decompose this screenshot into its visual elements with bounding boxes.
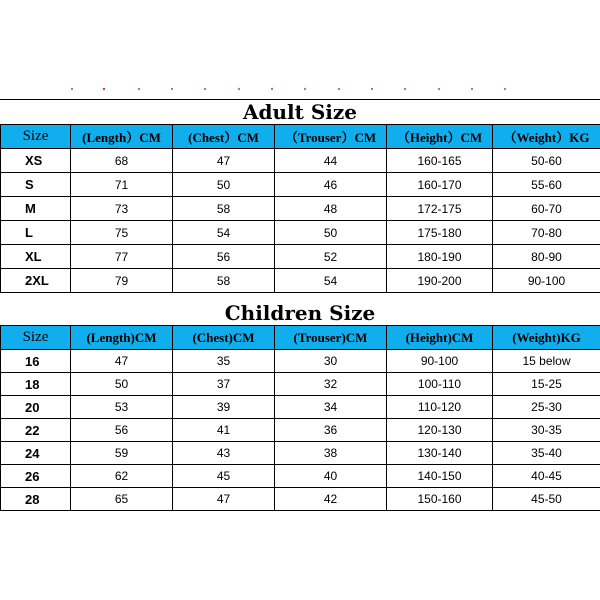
size-cell: 20 [1, 396, 71, 419]
trouser-cell: 40 [275, 465, 387, 488]
size-cell: M [1, 197, 71, 221]
trouser-cell: 52 [275, 245, 387, 269]
weight-cell: 30-35 [493, 419, 600, 442]
height-cell: 172-175 [387, 197, 493, 221]
chest-cell: 56 [173, 245, 275, 269]
height-cell: 130-140 [387, 442, 493, 465]
length-cell: 68 [71, 149, 173, 173]
adult-header-height: （Height）CM [387, 125, 493, 149]
adult-header-weight: （Weight）KG [493, 125, 600, 149]
weight-cell: 25-30 [493, 396, 600, 419]
trouser-cell: 48 [275, 197, 387, 221]
children-header-row [1, 326, 600, 350]
trouser-cell: 38 [275, 442, 387, 465]
weight-cell: 50-60 [493, 149, 600, 173]
height-cell: 160-165 [387, 149, 493, 173]
adult-header-trouser: （Trouser）CM [275, 125, 387, 149]
length-cell: 47 [71, 350, 173, 373]
size-cell: 2XL [1, 269, 71, 293]
children-header-chest: (Chest)CM [173, 326, 275, 350]
size-cell: 24 [1, 442, 71, 465]
table-row [1, 245, 600, 269]
adult-header-size: Size [1, 125, 71, 149]
size-cell: XS [1, 149, 71, 173]
chest-cell: 39 [173, 396, 275, 419]
weight-cell: 80-90 [493, 245, 600, 269]
children-header-height: (Height)CM [387, 326, 493, 350]
table-row [1, 149, 600, 173]
adult-size-table [0, 124, 600, 293]
length-cell: 65 [71, 488, 173, 511]
chest-cell: 35 [173, 350, 275, 373]
trouser-cell: 42 [275, 488, 387, 511]
size-cell: S [1, 173, 71, 197]
children-header-length: (Length)CM [71, 326, 173, 350]
length-cell: 59 [71, 442, 173, 465]
children-header-trouser: (Trouser)CM [275, 326, 387, 350]
height-cell: 120-130 [387, 419, 493, 442]
size-cell: 18 [1, 373, 71, 396]
chest-cell: 45 [173, 465, 275, 488]
height-cell: 90-100 [387, 350, 493, 373]
size-cell: XL [1, 245, 71, 269]
weight-cell: 60-70 [493, 197, 600, 221]
length-cell: 71 [71, 173, 173, 197]
trouser-cell: 32 [275, 373, 387, 396]
table-row [1, 350, 600, 373]
children-header-weight: (Weight)KG [493, 326, 600, 350]
adult-size-title: Adult Size [243, 100, 357, 124]
children-size-table [0, 325, 600, 511]
children-header-size: Size [1, 326, 71, 350]
height-cell: 175-180 [387, 221, 493, 245]
length-cell: 79 [71, 269, 173, 293]
chest-cell: 54 [173, 221, 275, 245]
weight-cell: 70-80 [493, 221, 600, 245]
length-cell: 62 [71, 465, 173, 488]
table-row [1, 396, 600, 419]
weight-cell: 45-50 [493, 488, 600, 511]
chest-cell: 43 [173, 442, 275, 465]
height-cell: 190-200 [387, 269, 493, 293]
height-cell: 100-110 [387, 373, 493, 396]
table-row [1, 173, 600, 197]
trouser-cell: 30 [275, 350, 387, 373]
chest-cell: 41 [173, 419, 275, 442]
height-cell: 140-150 [387, 465, 493, 488]
size-cell: 28 [1, 488, 71, 511]
chest-cell: 47 [173, 149, 275, 173]
length-cell: 73 [71, 197, 173, 221]
height-cell: 180-190 [387, 245, 493, 269]
weight-cell: 40-45 [493, 465, 600, 488]
length-cell: 75 [71, 221, 173, 245]
chest-cell: 58 [173, 269, 275, 293]
chest-cell: 50 [173, 173, 275, 197]
length-cell: 53 [71, 396, 173, 419]
adult-header-chest: (Chest）CM [173, 125, 275, 149]
length-cell: 56 [71, 419, 173, 442]
chest-cell: 58 [173, 197, 275, 221]
weight-cell: 35-40 [493, 442, 600, 465]
trouser-cell: 36 [275, 419, 387, 442]
table-row [1, 269, 600, 293]
length-cell: 77 [71, 245, 173, 269]
table-row [1, 488, 600, 511]
table-row [1, 419, 600, 442]
adult-header-row [1, 125, 600, 149]
table-row [1, 197, 600, 221]
height-cell: 150-160 [387, 488, 493, 511]
trouser-cell: 50 [275, 221, 387, 245]
size-cell: L [1, 221, 71, 245]
chest-cell: 37 [173, 373, 275, 396]
table-row [1, 221, 600, 245]
table-row [1, 442, 600, 465]
trouser-cell: 44 [275, 149, 387, 173]
chest-cell: 47 [173, 488, 275, 511]
table-row [1, 373, 600, 396]
height-cell: 160-170 [387, 173, 493, 197]
weight-cell: 15 below [493, 350, 600, 373]
trouser-cell: 54 [275, 269, 387, 293]
decorative-marks [0, 0, 600, 100]
height-cell: 110-120 [387, 396, 493, 419]
weight-cell: 15-25 [493, 373, 600, 396]
size-cell: 16 [1, 350, 71, 373]
adult-header-length: (Length）CM [71, 125, 173, 149]
weight-cell: 55-60 [493, 173, 600, 197]
size-cell: 26 [1, 465, 71, 488]
size-cell: 22 [1, 419, 71, 442]
length-cell: 50 [71, 373, 173, 396]
trouser-cell: 34 [275, 396, 387, 419]
weight-cell: 90-100 [493, 269, 600, 293]
trouser-cell: 46 [275, 173, 387, 197]
table-row [1, 465, 600, 488]
children-size-title: Children Size [224, 301, 376, 325]
